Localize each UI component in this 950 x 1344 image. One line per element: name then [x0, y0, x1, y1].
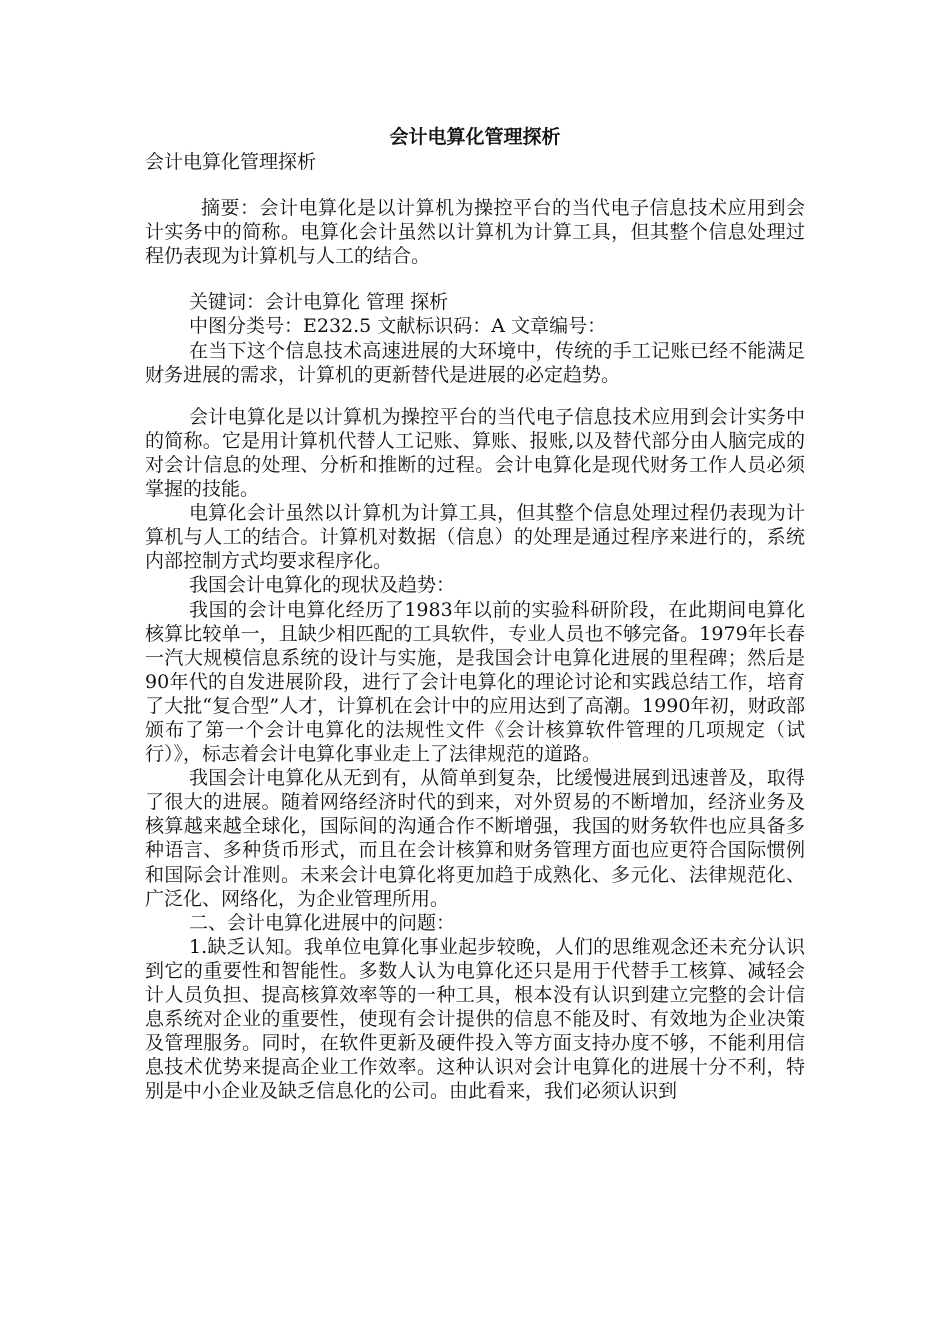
keywords-line: 关键词：会计电算化 管理 探析 [189, 291, 449, 314]
body-paragraph: 我国会计电算化从无到有，从简单到复杂，比缓慢进展到迅速普及，取得了很大的进展。随着网络经济时代的到来，对外贸易的不断增加，经济业务及核算越来越全球化，国际间的沟通合作不断增强，我国的财务软件也应具备多种语言、多种货币形式，而且在会计核算和财务管理方面也应更符合国际惯例和国际会计准则。未来会计电算化将更加趋于成熟化、多元化、法律规范化、广泛化、网络化，为企业管理所用。 [145, 767, 805, 910]
intro-paragraph: 在当下这个信息技术高速进展的大环境中，传统的手工记账已经不能满足财务进展的需求，计算机的更新替代是进展的必定趋势。 [145, 339, 805, 386]
spacer [145, 268, 805, 290]
classification-line: 中图分类号：E232.5 文献标识码：A 文章编号： [189, 315, 607, 338]
document-title: 会计电算化管理探析 [389, 126, 561, 148]
document-subtitle: 会计电算化管理探析 [145, 151, 317, 173]
spacer [145, 387, 805, 405]
body-paragraph: 电算化会计虽然以计算机为计算工具，但其整个信息处理过程仍表现为计算机与人工的结合。计算机对数据（信息）的处理是通过程序来进行的，系统内部控制方式均要求程序化。 [145, 502, 805, 573]
section-heading: 我国会计电算化的现状及趋势： [189, 574, 456, 597]
spacer [145, 174, 805, 196]
body-paragraph: 会计电算化是以计算机为操控平台的当代电子信息技术应用到会计实务中的简称。它是用计算机代替人工记账、算账、报账,以及替代部分由人脑完成的对会计信息的处理、分析和推断的过程。会计电算化是现代财务工作人员必须掌握的技能。 [145, 405, 805, 501]
body-paragraph: 我国的会计电算化经历了1983年以前的实验科研阶段，在此期间电算化核算比较单一，且缺少相匹配的工具软件，专业人员也不够完备。1979年长春一汽大规模信息系统的设计与实施，是我国会计电算化进展的里程碑；然后是90年代的自发进展阶段，进行了会计电算化的理论讨论和实践总结工作，培育了大批“复合型”人才，计算机在会计中的应用达到了高潮。1990年初，财政部颁布了第一个会计电算化的法规性文件《会计核算软件管理的几项规定（试行）》，标志着会计电算化事业走上了法律规范的道路。 [145, 598, 805, 766]
abstract-paragraph: 摘要：会计电算化是以计算机为操控平台的当代电子信息技术应用到会计实务中的简称。电算化会计虽然以计算机为计算工具，但其整个信息处理过程仍表现为计算机与人工的结合。 [145, 197, 805, 268]
section-heading: 二、会计电算化进展中的问题： [189, 911, 456, 934]
document-body [145, 124, 805, 1103]
body-paragraph: 1.缺乏认知。我单位电算化事业起步较晚，人们的思维观念还未充分认识到它的重要性和智能性。多数人认为电算化还只是用于代替手工核算、减轻会计人员负担、提高核算效率等的一种工具，根本没有认识到建立完整的会计信息系统对企业的重要性，使现有会计提供的信息不能及时、有效地为企业决策及管理服务。同时，在软件更新及硬件投入等方面支持办度不够，不能利用信息技术优势来提高企业工作效率。这种认识对会计电算化的进展十分不利，特别是中小企业及缺乏信息化的公司。由此看来，我们必须认识到 [145, 935, 805, 1103]
